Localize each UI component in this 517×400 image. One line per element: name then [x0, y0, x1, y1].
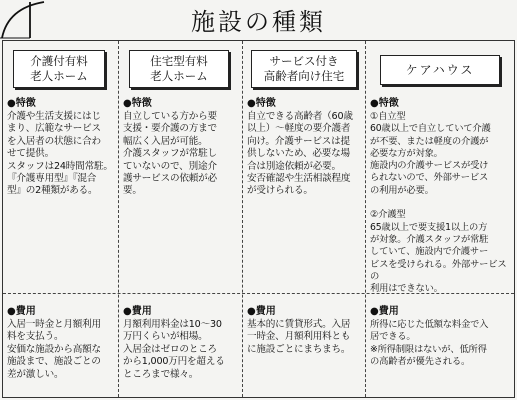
cost-label: ●費用	[370, 306, 399, 317]
cost-text: 所得に応じた低額な料金で入 居できる。 ※所得制限はないが、低所得 の高齢者が優先される。	[370, 319, 489, 367]
cost-text: 月額利用料金は10～30 万円くらいが相場。 入居金はゼロのところ から1,000万円を超える ところまで様々。	[123, 319, 225, 380]
cost-label: ●費用	[123, 306, 152, 317]
features-label: ●特徴	[123, 98, 152, 109]
cost-label: ●費用	[247, 306, 276, 317]
features-text: 自立できる高齢者（60歳 以上）～軽度の要介護者 向け。介護サービスは提 供しないため、必要な場 合は別途依頼が必要。 安否確認や生活相談程度 が受けられる。	[247, 111, 353, 197]
features-label: ●特徴	[7, 98, 36, 109]
cost-text: 基本的に賃貸形式。入居 一時金、月額利用料とも に施設ごとにまちまち。	[247, 319, 351, 355]
column-header: サービス付き 高齢者向け住宅	[251, 50, 357, 88]
page-title: 施設の種類	[191, 8, 326, 36]
features-text: 自立している方から要 支援・要介護の方まで 幅広く入居が可能。 介護スタッフが常駐し ていないので、別途介 護サービスの依頼が必 要。	[123, 111, 217, 197]
cost-label: ●費用	[7, 306, 36, 317]
features-text: 介護や生活支援にはじ まり、広範なサービス を入居者の状態に合わ せて提供。 スタッフは24時間常駐。 『介護専用型』『混合 型』の2種類がある。	[7, 111, 113, 197]
column-residential-home	[119, 41, 242, 397]
column-header: 介護付有料 老人ホーム	[13, 50, 105, 88]
column-header: 住宅型有料 老人ホーム	[129, 50, 229, 88]
features-label: ●特徴	[247, 98, 276, 109]
column-care-home	[3, 41, 118, 397]
column-care-house	[366, 41, 514, 397]
features-text: ①自立型 60歳以上で自立していて介護 が不要、または軽度の介護が 必要な方が対象。 施設内の介護サービスが受け られないので、外部サービス の利用が必要。 ②介護型 65歳以上で要支援1以上の方 が対象。介護スタッフが常駐 していて、施設内で介護サー ビスを受けられる。外部サービスの 利用はできない。	[370, 111, 507, 295]
facility-comparison-table	[2, 40, 515, 398]
cost-text: 入居一時金と月額利用 料を支払う。 安価な施設から高額な 施設まで、施設ごとの 差が激しい。	[7, 319, 101, 380]
column-header: ケアハウス	[380, 55, 500, 85]
column-serviced-housing	[243, 41, 365, 397]
features-label: ●特徴	[370, 98, 399, 109]
